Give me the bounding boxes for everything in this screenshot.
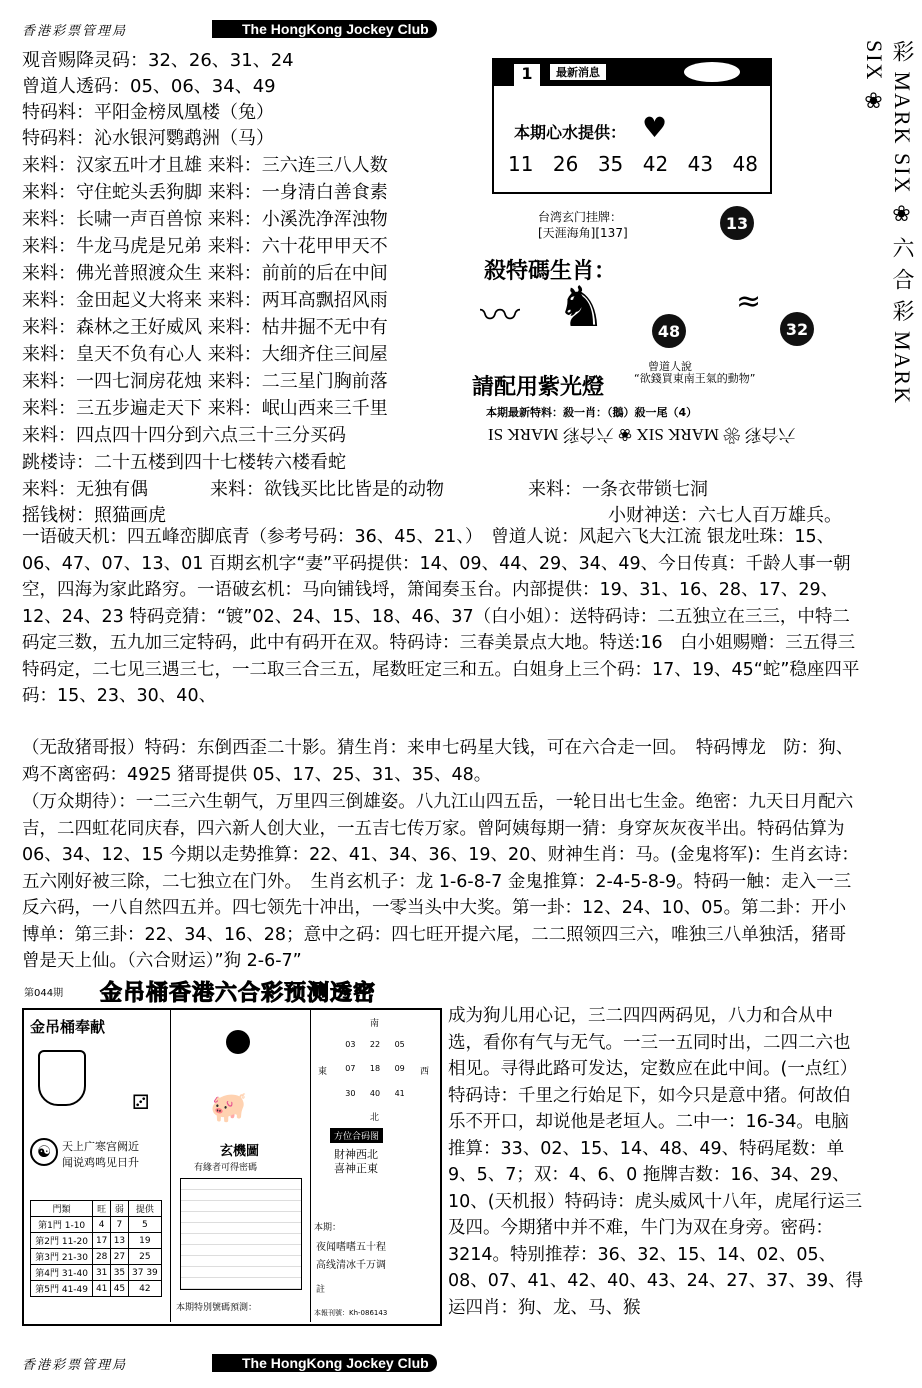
table-head: 弱 (111, 1201, 129, 1217)
poem: 天上广寒宫阙近 (62, 1140, 139, 1153)
ball: 48 (652, 314, 686, 348)
table-cell: 13 (111, 1233, 129, 1249)
wheel-number: 40 (369, 1089, 381, 1099)
news-number: 35 (597, 152, 624, 176)
header-en: The HongKong Jockey Club (212, 20, 437, 38)
mid-bottom: 本期特別號碼預測： (176, 1303, 258, 1313)
fang-label: 方位合码图 (330, 1128, 383, 1143)
table-cell: 27 (111, 1249, 129, 1265)
table-cell: 45 (111, 1281, 129, 1297)
tw-line2: [天涯海角][137] (538, 226, 628, 240)
news-icon: 1 (514, 64, 540, 86)
heart-icon: ♥ (642, 111, 668, 144)
news-label: 本期心水提供： (514, 123, 627, 142)
kill-title: 殺特碼生肖： (484, 258, 617, 284)
door-table (30, 1200, 162, 1297)
line: 特码料：平阳金榜凤凰楼（兔） (22, 102, 274, 123)
line: 来料：佛光普照渡众生 来料：前前的后在中间 (22, 263, 388, 284)
quote: “欲錢買東南王氣的動物” (634, 372, 756, 385)
table-head: 旺 (93, 1201, 111, 1217)
bucket-icon (38, 1050, 86, 1106)
footer-en: The HongKong Jockey Club (212, 1354, 437, 1372)
snake-icon: 〰 (480, 293, 520, 339)
table-cell: 19 (128, 1233, 161, 1249)
taiji-icon: ☯ (30, 1138, 58, 1166)
line: 来料：牛龙马虎是兄弟 来料：六十花甲甲天不 (22, 236, 388, 257)
dir-east: 東 (318, 1067, 328, 1077)
line: 来料：金田起义大将来 来料：两耳高飘招风雨 (22, 290, 388, 311)
moon-icon (226, 1030, 250, 1054)
news-number: 11 (508, 152, 534, 176)
table-head: 門類 (31, 1201, 93, 1217)
table-row (31, 1217, 162, 1233)
left-col (24, 1010, 171, 1322)
slogan: 請配用紫光燈 (472, 374, 605, 400)
wheel-number: 05 (394, 1039, 405, 1049)
news-numbers (508, 152, 758, 176)
news-title: 最新消息 (550, 64, 606, 80)
table-cell: 第2門 11-20 (31, 1233, 93, 1249)
right-col (310, 1010, 438, 1322)
table-cell: 17 (93, 1233, 111, 1249)
row17-c: 来料：一条衣带锁七洞 (528, 479, 708, 500)
wheel-number: 09 (394, 1064, 405, 1074)
table-cell: 7 (111, 1217, 129, 1233)
wheel-number: 22 (369, 1039, 381, 1049)
tw-line1: 台湾玄门挂牌： (538, 210, 623, 224)
table-cell: 31 (93, 1265, 111, 1281)
issue-label: 第044期 (24, 988, 64, 999)
table-cell: 42 (128, 1281, 161, 1297)
wheel-number: 07 (345, 1064, 356, 1074)
pig-icon: 🐖 (210, 1090, 248, 1125)
para2: （无敌猪哥报）特码：东倒西歪二十影。猜生肖：来申七码星大钱，可在六合走一回。 特码博龙 防：狗、鸡不离密码：4925 猪哥提供 05、17、25、31、35、48。 (22, 738, 854, 785)
line: 来料：汉家五叶才且雄 来料：三六连三八人数 (22, 155, 388, 176)
horse-icon: ♞ (556, 275, 607, 340)
wheel-number: 30 (345, 1089, 356, 1099)
wing-icon: ≈ (736, 284, 762, 319)
news-number: 43 (687, 152, 714, 176)
news-box (492, 58, 772, 194)
table-row (31, 1281, 162, 1297)
wheel (338, 1032, 412, 1106)
table-cell: 28 (93, 1249, 111, 1265)
para4: 成为狗儿用心记，三二四四两码见，八力和合从中选，看你有气与无气。一三一五同时出，二四二六也相见。寻得此路可发达，定数应在此中间。(一点红）特码诗：千里之行始足下，如今只是意中猪。何故伯乐不开口，却说他是老垣人。二中一：16-34。电脑推算：33、02、15、14、48、49、特码尾数：单 9、5、7；双：4、6、0 拖牌吉数：16、34、29、10、(天机报）特码诗：虎头威风十八年，虎尾行运三及四。今期猪中并不难，牛门为双在身旁。密码：3214。特别推荐：36、32、15、14、02、05、08、07、41、42、40、43、24、27、37、39、得运四肖：狗、龙、马、猴 (448, 1006, 864, 1318)
table-row (31, 1249, 162, 1265)
news-logo (684, 62, 740, 82)
line: 跳楼诗：二十五楼到四十七楼转六楼看蛇 (22, 452, 346, 473)
table-row (31, 1233, 162, 1249)
line: 来料：三五步遍走天下 来料：岷山西来三千里 (22, 398, 388, 419)
left-title: 金吊桶奉献 (30, 1018, 106, 1036)
line: 观音赐降灵码：32、26、31、24 (22, 50, 294, 71)
line: 特码料：沁水银河鹦鹉洲（马） (22, 128, 274, 149)
line: 曾道人透码：05、06、34、49 (22, 76, 276, 97)
line: 来料：守住蛇头丢狗脚 来料：一身清白善食素 (22, 182, 388, 203)
mid-title: 玄機圖 (220, 1144, 260, 1159)
table-cell: 37 39 (128, 1265, 161, 1281)
poem: 夜闻嗜嗜五十程 (316, 1242, 386, 1253)
poem: 高线清冰千万调 (316, 1260, 386, 1271)
wheel-number: 03 (345, 1039, 356, 1049)
dir-west: 西 (420, 1067, 430, 1077)
line: 来料：四点四十四分到六点三十三分买码 (22, 425, 346, 446)
news-number: 48 (732, 152, 758, 176)
header-cn: 香港彩票管理局 (22, 23, 128, 39)
mid-col (170, 1010, 311, 1322)
banner-title: 金吊桶香港六合彩预测透密 (100, 981, 377, 1006)
mirror-banner: 六合彩 ❀ MARK SIX ❀ 六合彩 MARK SI (488, 425, 796, 444)
table-cell: 35 (111, 1265, 129, 1281)
table-cell: 第3門 21-30 (31, 1249, 93, 1265)
header (22, 18, 442, 40)
kill-bottom: 本期最新特料：殺一肖：（鵝）殺一尾（4） (486, 406, 698, 419)
side-banner: 彩 MARK SIX ❀ 六 合 彩 MARK SIX ❀ (862, 40, 915, 405)
table-head: 提供 (128, 1201, 161, 1217)
mid-sub: 有緣者可得密碼 (194, 1163, 258, 1173)
row18-b: 小财神送：六七人百万雄兵。 (608, 505, 842, 526)
row18-a: 摇钱树：照猫画虎 (22, 505, 166, 526)
line: 来料：皇天不负有心人 来料：大细齐住三间屋 (22, 344, 388, 365)
line: 来料：森林之王好威风 来料：枯井掘不无中有 (22, 317, 388, 338)
news-number: 42 (642, 152, 669, 176)
wheel-number: 41 (394, 1089, 405, 1099)
table-cell: 第5門 41-49 (31, 1281, 93, 1297)
footer (22, 1352, 442, 1374)
poem: 闻说鸡鸣见日升 (62, 1156, 139, 1169)
para1: 一语破天机：四五峰峦脚底青（参考号码：36、45、21、） 曾道人说：风起六飞大江流 银龙吐珠：15、06、47、07、13、01 百期玄机字“妻”平码提供：14、09、44、29、34、49、今日传真：千龄人事一朝空，四海为家此路穷。一语破玄机：马向铺钱埒，箫闻奏玉台。内部提供：19、31、16、28、17、29、12、24、23 特码竞猜：“镀”02、24、15、18、46、37（白小姐）：送特码诗：二五独立在三三，中特二码定三数，五九加三定特码，此中有码开在双。特码诗：三春美景点大地。特送:16 白小姐赐赠：三五得三特码定，二七见三遇三七，一二取三合三五，尾数旺定三和五。白姐身上三个码：17、19、45“蛇”稳座四平码：15、23、30、40、 (22, 527, 860, 706)
row17-b: 来料：欲钱买比比皆是的动物 (210, 479, 444, 500)
table-cell: 41 (93, 1281, 111, 1297)
news-number: 26 (552, 152, 579, 176)
dog-icon: ⚂ (132, 1090, 150, 1114)
table-cell: 第1門 1-10 (31, 1217, 93, 1233)
wheel-number: 18 (369, 1064, 381, 1074)
number-grid (180, 1178, 302, 1290)
row17-a: 来料：无独有偶 (22, 479, 148, 500)
line: 来料：一四七洞房花烛 来料：二三星门胸前落 (22, 371, 388, 392)
dir-north: 北 (370, 1113, 380, 1123)
table-cell: 5 (128, 1217, 161, 1233)
ball: 13 (720, 206, 754, 240)
dir-south: 南 (370, 1019, 380, 1029)
ball: 32 (780, 312, 814, 346)
table-cell: 25 (128, 1249, 161, 1265)
line: 来料：长啸一声百兽惊 来料：小溪洗净浑浊物 (22, 209, 388, 230)
benqi: 本期： (314, 1223, 342, 1233)
god1: 財神西北 (334, 1148, 378, 1161)
god2: 喜神正東 (334, 1162, 378, 1175)
fine-print: 本報刊號：Kh-086143 (314, 1309, 388, 1317)
table-cell: 4 (93, 1217, 111, 1233)
table-row (31, 1265, 162, 1281)
zhu: 註 (316, 1285, 326, 1295)
quote-author: 曾道人說 (648, 360, 692, 373)
table-cell: 第4門 31-40 (31, 1265, 93, 1281)
bottom-box (22, 1008, 442, 1326)
para3: （万众期待）：一二三六生朝气，万里四三倒雄姿。八九江山四五岳，一轮日出七生金。绝密：九天日月配六吉，二四虹花同庆春，四六新人创大业，一五吉七传万家。曾阿姨每期一猜：身穿灰灰夜半出。特码估算为 06、34、12、15 今期以走势推算：22、41、34、36、19、20、财神生肖：马。(金鬼将军)：生肖玄诗：五六刚好被三除，二七独立在门外。 生肖玄机子：龙 1-6-8-7 金鬼推算：2-4-5-8-9。特码一触：走入一三反六码，一八自然四五并。四七领先十冲出，一零当头中大奖。第一卦：12、24、10、05。第二卦：开小博单：第三卦：22、34、16、28；意中之码：四七旺开提六尾，二二照领四三六，唯独三八单独活，猪哥曾是天上仙。（六合财运）”狗 2-6-7” (22, 792, 859, 971)
footer-cn: 香港彩票管理局 (22, 1357, 128, 1373)
